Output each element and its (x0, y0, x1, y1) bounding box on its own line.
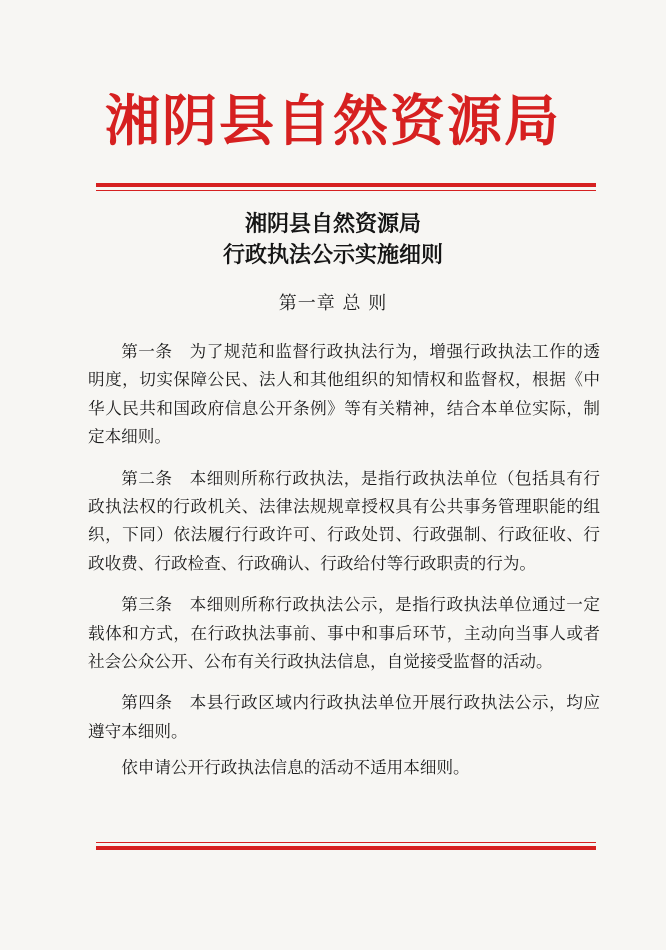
chapter-heading: 第一章 总 则 (278, 293, 388, 314)
document-title-line-1: 湘阴县自然资源局 (244, 211, 421, 237)
article-lead: 第四条 (121, 693, 173, 713)
article-3 (88, 591, 600, 676)
red-masthead: 湘阴县自然资源局 (104, 88, 561, 153)
article-lead: 第三条 (121, 595, 173, 615)
article-4 (88, 689, 600, 746)
article-text: 本细则所称行政执法公示，是指行政执法单位通过一定载体和方式，在行政执法事前、事中和事后环节，主动向当事人或者社会公众公开、公布有关行政执法信息，自觉接受监督的活动。 (88, 595, 601, 672)
article-4-note (88, 754, 600, 782)
document-title-line-2: 行政执法公示实施细则 (222, 242, 443, 268)
article-text: 为了规范和监督行政执法行为，增强行政执法工作的透明度，切实保障公民、法人和其他组织的知情权和监督权，根据《中华人民共和国政府信息公开条例》等有关精神，结合本单位实际，制定本细则。 (88, 342, 601, 447)
article-2 (88, 465, 600, 579)
article-text: 依申请公开行政执法信息的活动不适用本细则。 (121, 758, 470, 778)
document-body (88, 338, 600, 783)
article-1 (88, 338, 600, 452)
article-text: 本县行政区域内行政执法单位开展行政执法公示，均应遵守本细则。 (88, 693, 601, 741)
red-rule-thick-bottom (96, 846, 596, 850)
article-lead: 第一条 (121, 342, 173, 361)
article-text: 本细则所称行政执法，是指行政执法单位（包括具有行政执法权的行政机关、法律法规规章授权具有公共事务管理职能的组织，下同）依法履行行政许可、行政处罚、行政强制、行政征收、行政收费、行政检查、行政确认、行政给付等行政职责的行为。 (88, 468, 601, 573)
article-lead: 第二条 (121, 468, 173, 488)
red-rule-thin (96, 190, 596, 191)
red-rule-thin-bottom (96, 842, 596, 843)
red-rule-thick (96, 183, 596, 187)
